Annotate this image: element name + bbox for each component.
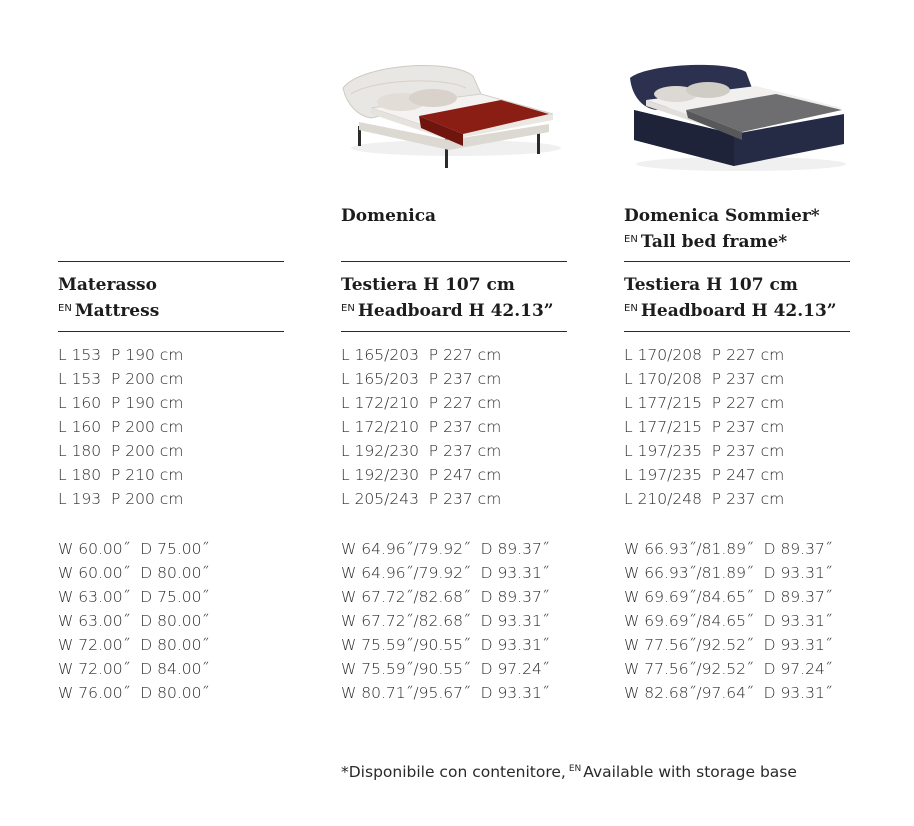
header-en-line bbox=[624, 297, 884, 323]
list-item: W 63.00˝ D 75.00˝ bbox=[58, 588, 210, 606]
title-en-line bbox=[624, 228, 884, 254]
title-it: Domenica Sommier* bbox=[624, 206, 820, 226]
list-item: L 197/235 P 237 cm bbox=[624, 442, 785, 460]
divider bbox=[341, 331, 567, 332]
list-item: L 153 P 190 cm bbox=[58, 346, 184, 364]
list-item: W 69.69˝/84.65˝ D 93.31˝ bbox=[624, 612, 833, 630]
footnote-en: Available with storage base bbox=[583, 763, 797, 781]
list-item: L 165/203 P 227 cm bbox=[341, 346, 502, 364]
list-item: L 172/210 P 237 cm bbox=[341, 418, 502, 436]
list-item: L 165/203 P 237 cm bbox=[341, 370, 502, 388]
list-item: W 67.72˝/82.68˝ D 93.31˝ bbox=[341, 612, 550, 630]
list-item: L 153 P 200 cm bbox=[58, 370, 184, 388]
list-item: L 197/235 P 247 cm bbox=[624, 466, 785, 484]
list-item: W 72.00˝ D 84.00˝ bbox=[58, 660, 210, 678]
list-item: L 160 P 190 cm bbox=[58, 394, 184, 412]
header-en: Headboard H 42.13” bbox=[357, 301, 554, 321]
list-item: W 77.56˝/92.52˝ D 97.24˝ bbox=[624, 660, 833, 678]
divider bbox=[58, 261, 284, 262]
list-item: W 60.00˝ D 75.00˝ bbox=[58, 540, 210, 558]
list-item: W 80.71˝/95.67˝ D 93.31˝ bbox=[341, 684, 550, 702]
header-en-line bbox=[58, 297, 318, 323]
list-item: L 172/210 P 227 cm bbox=[341, 394, 502, 412]
title-it: Domenica bbox=[341, 206, 437, 226]
divider bbox=[624, 261, 850, 262]
header-en-line bbox=[341, 297, 601, 323]
list-item: W 75.59˝/90.55˝ D 93.31˝ bbox=[341, 636, 550, 654]
list-item: L 180 P 210 cm bbox=[58, 466, 184, 484]
headboard-header bbox=[341, 273, 601, 323]
list-item: L 192/230 P 247 cm bbox=[341, 466, 502, 484]
headboard-header bbox=[624, 273, 884, 323]
list-item: L 205/243 P 237 cm bbox=[341, 490, 502, 508]
list-item: W 76.00˝ D 80.00˝ bbox=[58, 684, 210, 702]
list-item: L 192/230 P 237 cm bbox=[341, 442, 502, 460]
en-tag: EN bbox=[341, 303, 355, 314]
list-item: W 67.72˝/82.68˝ D 89.37˝ bbox=[341, 588, 550, 606]
header-en: Mattress bbox=[74, 301, 160, 321]
domenica-bed-image bbox=[331, 36, 571, 176]
en-tag: EN bbox=[624, 303, 638, 314]
list-item: W 72.00˝ D 80.00˝ bbox=[58, 636, 210, 654]
list-item: W 60.00˝ D 80.00˝ bbox=[58, 564, 210, 582]
list-item: W 69.69˝/84.65˝ D 89.37˝ bbox=[624, 588, 833, 606]
list-item: L 170/208 P 227 cm bbox=[624, 346, 785, 364]
header-it: Testiera H 107 cm bbox=[624, 275, 798, 295]
list-item: W 66.93˝/81.89˝ D 89.37˝ bbox=[624, 540, 833, 558]
list-item: L 170/208 P 237 cm bbox=[624, 370, 785, 388]
mattress-header bbox=[58, 273, 318, 323]
imperial-dimensions-list bbox=[624, 537, 833, 705]
metric-dimensions-list bbox=[341, 343, 501, 511]
list-item: W 75.59˝/90.55˝ D 97.24˝ bbox=[341, 660, 550, 678]
header-it: Materasso bbox=[58, 275, 157, 295]
en-tag: EN bbox=[624, 234, 638, 245]
list-item: W 63.00˝ D 80.00˝ bbox=[58, 612, 210, 630]
divider bbox=[58, 331, 284, 332]
list-item: W 64.96˝/79.92˝ D 93.31˝ bbox=[341, 564, 550, 582]
list-item: W 64.96˝/79.92˝ D 89.37˝ bbox=[341, 540, 550, 558]
divider bbox=[624, 331, 850, 332]
list-item: L 160 P 200 cm bbox=[58, 418, 184, 436]
list-item: W 82.68˝/97.64˝ D 93.31˝ bbox=[624, 684, 833, 702]
list-item: W 66.93˝/81.89˝ D 93.31˝ bbox=[624, 564, 833, 582]
metric-dimensions-list bbox=[624, 343, 784, 511]
list-item: L 193 P 200 cm bbox=[58, 490, 184, 508]
en-tag: EN bbox=[58, 303, 72, 314]
metric-dimensions-list bbox=[58, 343, 183, 511]
header-it: Testiera H 107 cm bbox=[341, 275, 515, 295]
product-title bbox=[341, 204, 601, 228]
en-tag: EN bbox=[568, 764, 582, 774]
list-item: L 177/215 P 237 cm bbox=[624, 418, 785, 436]
divider bbox=[341, 261, 567, 262]
list-item: L 180 P 200 cm bbox=[58, 442, 184, 460]
title-en: Tall bed frame* bbox=[640, 232, 788, 252]
product-title bbox=[624, 204, 884, 254]
header-en: Headboard H 42.13” bbox=[640, 301, 837, 321]
domenica-sommier-bed-image bbox=[616, 36, 856, 176]
imperial-dimensions-list bbox=[341, 537, 550, 705]
imperial-dimensions-list bbox=[58, 537, 209, 705]
footnote-it: *Disponibile con contenitore, bbox=[341, 763, 566, 781]
list-item: L 177/215 P 227 cm bbox=[624, 394, 785, 412]
footnote bbox=[341, 757, 797, 784]
list-item: L 210/248 P 237 cm bbox=[624, 490, 785, 508]
list-item: W 77.56˝/92.52˝ D 93.31˝ bbox=[624, 636, 833, 654]
